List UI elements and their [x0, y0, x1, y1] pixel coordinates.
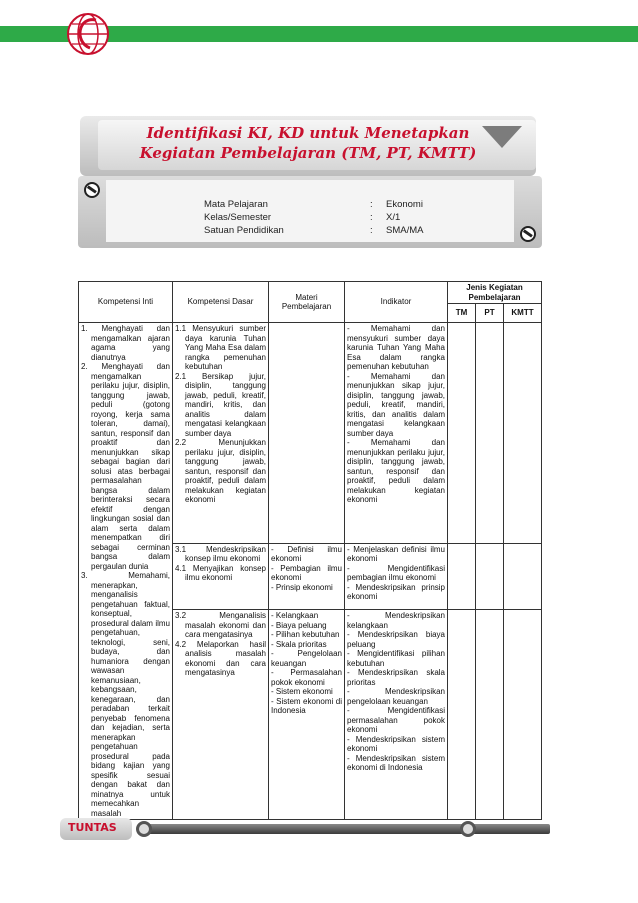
indikator-item: - Memahami dan mensyukuri sumber daya karunia Tuhan Yang Maha Esa dalam rangka pemenuhan kebutuhan	[347, 324, 445, 371]
indikator-item: - Mengidentifikasi pembagian ilmu ekonomi	[347, 563, 445, 583]
materi-cell	[269, 323, 345, 544]
indikator-item: - Mengidentifikasi permasalahan pokok ekonomi	[347, 706, 445, 735]
header-pt: PT	[476, 304, 504, 323]
info-label: Mata Pelajaran	[204, 199, 268, 210]
indikator-item: - Mendeskripsikan pengelolaan keuangan	[347, 687, 445, 706]
materi-item: - Sistem ekonomi di Indonesia	[271, 696, 342, 716]
indikator-item: - Mengidentifikasi pilihan kebutuhan	[347, 649, 445, 668]
indikator-cell	[345, 323, 448, 544]
ki-item: 2. Menghayati dan mengamalkan perilaku jujur, disiplin, tanggung jawab, peduli (gotong royong, kerja sama toleran, damai), santun, responsif dan proaktif dan menunjukkan sikap sebagai bagian dari solusi atas berbagai permasalahan bangsa dalam berinteraksi secara efektif dengan lingkungan sosial dan alam serta dalam menempatkan diri sebagai cerminan bangsa dalam pergaulan dunia	[81, 362, 170, 571]
kd-item: 3.2 Menganalisis masalah ekonomi dan cara mengatasinya	[175, 611, 266, 640]
table-row	[79, 323, 542, 544]
indikator-cell	[345, 543, 448, 609]
materi-item: - Prinsip ekonomi	[271, 582, 333, 592]
info-row-class	[204, 211, 400, 224]
materi-item: - Pengelolaan keuangan	[271, 649, 342, 668]
materi-item: - Pilihan kebutuhan	[271, 630, 340, 640]
title-line-2: Kegiatan Pembelajaran (TM, PT, KMTT)	[139, 144, 477, 162]
kd-item: 4.2 Melaporkan hasil analisis masalah ekonomi dan cara mengatasinya	[175, 639, 266, 678]
materi-item: - Permasalahan pokok ekonomi	[271, 668, 342, 687]
footer-bar	[60, 818, 550, 840]
triangle-down-icon	[482, 126, 522, 148]
materi-item: - Biaya peluang	[271, 620, 327, 630]
info-colon: :	[370, 212, 373, 223]
info-colon: :	[370, 199, 373, 210]
prohibition-icon	[520, 226, 536, 242]
indikator-item: - Mendeskripsikan biaya peluang	[347, 630, 445, 649]
indikator-item: - Mendeskripsikan kelangkaan	[347, 611, 445, 630]
ring-icon	[136, 821, 152, 837]
pt-cell	[476, 543, 504, 609]
ki-item: 1. Menghayati dan mengamalkan ajaran agama yang dianutnya	[81, 324, 170, 362]
kd-cell	[173, 610, 269, 820]
materi-item: - Sistem ekonomi	[271, 687, 333, 697]
tuntas-label: TUNTAS	[68, 821, 117, 834]
kmtt-cell	[504, 610, 542, 820]
ki-cell	[79, 323, 173, 820]
header-jenis-kegiatan: Jenis Kegiatan Pembelajaran	[448, 282, 542, 304]
indikator-item: - Mendeskripsikan skala prioritas	[347, 668, 445, 687]
prohibition-icon	[84, 182, 100, 198]
ki-kd-table	[78, 281, 542, 820]
info-value: X/1	[386, 212, 401, 223]
header-indikator: Indikator	[345, 282, 448, 323]
header-materi: Materi Pembelajaran	[269, 282, 345, 323]
kd-item: 2.2 Menunjukkan perilaku jujur, disiplin, tanggung jawab, santun, responsif dan proaktif, peduli dalam melakukan kegiatan ekonomi	[175, 438, 266, 504]
indikator-item: - Memahami dan menunjukkan perilaku jujur, disiplin, tanggung jawab, santun, responsif dan proaktif, peduli dalam melakukan kegiatan ekonomi	[347, 438, 445, 504]
kd-item: 1.1 Mensyukuri sumber daya karunia Tuhan Yang Maha Esa dalam rangka pemenuhan kebutuhan	[175, 324, 266, 371]
kd-cell	[173, 543, 269, 609]
indikator-item: - Mendeskripsikan prinsip ekonomi	[347, 582, 445, 602]
info-row-school	[204, 224, 423, 237]
info-label: Kelas/Semester	[204, 212, 272, 223]
info-label: Satuan Pendidikan	[204, 225, 284, 236]
header-kmtt: KMTT	[504, 304, 542, 323]
globe-emblem-icon	[66, 12, 110, 56]
title-line-1: Identifikasi KI, KD untuk Menetapkan	[146, 124, 470, 142]
info-value: Ekonomi	[386, 199, 423, 210]
kd-item: 3.1 Mendeskripsikan konsep ilmu ekonomi	[175, 544, 266, 564]
materi-cell	[269, 543, 345, 609]
indikator-item: - Menjelaskan definisi ilmu ekonomi	[347, 544, 445, 564]
ki-item: 3. Memahami, menerapkan, menganalisis pengetahuan faktual, konseptual, prosedural dalam ilmu pengetahuan, teknologi, seni, budaya, dan humaniora dengan wawasan kemanusiaan, kebangsaan, kenegaraan, dan peradaban terkait penyebab fenomena dan kejadian, serta menerapkan pengetahuan prosedural pada bidang kajian yang spesifik sesuai dengan bakat dan minatnya untuk memecahkan masalah	[81, 571, 170, 818]
materi-item: - Skala prioritas	[271, 639, 327, 649]
kd-item: 4.1 Menyajikan konsep ilmu ekonomi	[175, 563, 266, 583]
ring-icon	[460, 821, 476, 837]
kmtt-cell	[504, 323, 542, 544]
materi-item: - Pembagian ilmu ekonomi	[271, 563, 342, 583]
materi-item: - Definisi ilmu ekonomi	[271, 544, 342, 564]
tm-cell	[448, 610, 476, 820]
materi-cell	[269, 610, 345, 820]
indikator-cell	[345, 610, 448, 820]
pt-cell	[476, 610, 504, 820]
header-kd: Kompetensi Dasar	[173, 282, 269, 323]
header-ki: Kompetensi Inti	[79, 282, 173, 323]
indikator-item: - Memahami dan menunjukkan sikap jujur, disiplin, tanggung jawab, peduli, kreatif, mandiri, kritis, dan analitis dalam mengatasi kelangkaan sumber daya	[347, 371, 445, 438]
kmtt-cell	[504, 543, 542, 609]
materi-item: - Kelangkaan	[271, 611, 319, 621]
tm-cell	[448, 323, 476, 544]
indikator-item: - Mendeskripsikan sistem ekonomi	[347, 734, 445, 754]
indikator-item: - Mendeskripsikan sistem ekonomi di Indonesia	[347, 753, 445, 773]
tm-cell	[448, 543, 476, 609]
tuntas-label-box	[60, 818, 132, 840]
kd-item: 2.1 Bersikap jujur, disiplin, tanggung jawab, peduli, kreatif, mandiri, kritis, dan analitis dalam mengatasi kelangkaan sumber daya	[175, 371, 266, 438]
info-value: SMA/MA	[386, 225, 424, 236]
info-colon: :	[370, 225, 373, 236]
kd-cell	[173, 323, 269, 544]
header-tm: TM	[448, 304, 476, 323]
title-banner	[80, 116, 536, 176]
pt-cell	[476, 323, 504, 544]
info-row-subject	[204, 198, 423, 211]
